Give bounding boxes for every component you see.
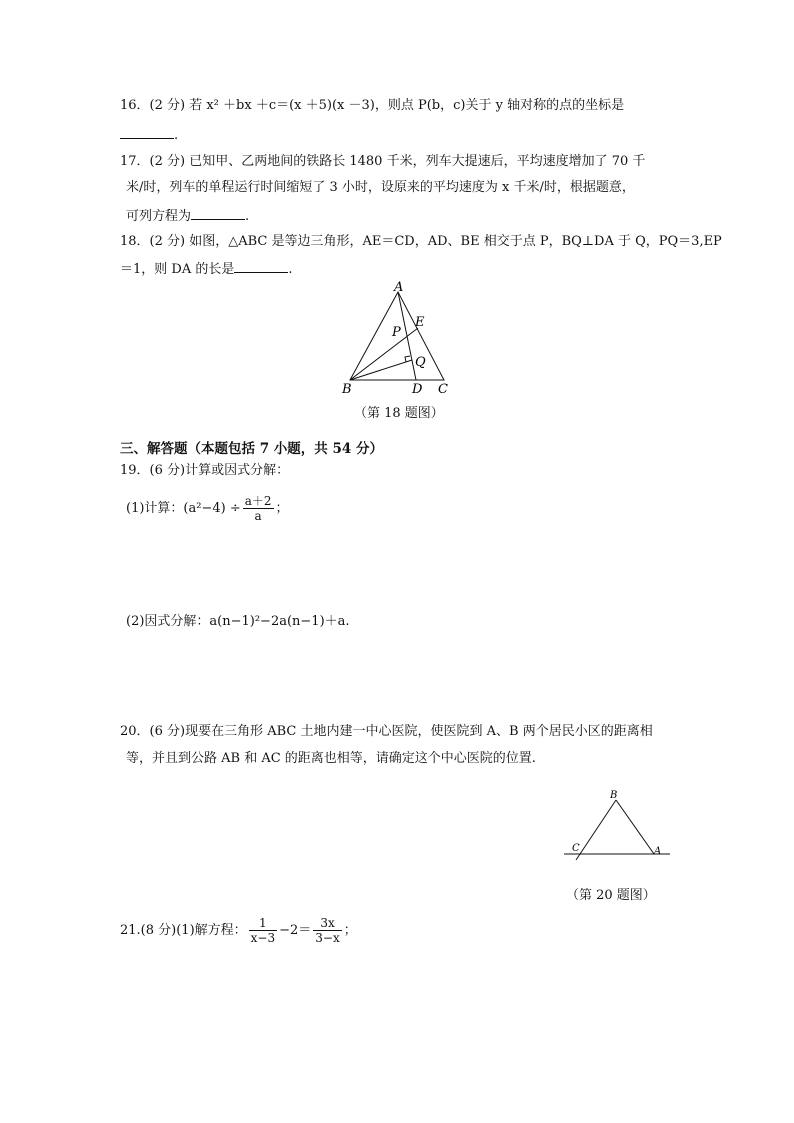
section-title: 三、解答题（本题包括 7 小题，共 54 分） — [120, 441, 383, 457]
fraction — [249, 916, 277, 945]
fraction-numerator: 3x — [320, 916, 335, 930]
label-p: P — [392, 325, 401, 340]
q18-triangle-figure — [330, 280, 470, 400]
q20-line2: 等，并且到公路 AB 和 AC 的距离也相等，请确定这个中心医院的位置. — [126, 751, 536, 766]
q20-triangle-figure — [562, 788, 672, 860]
q21-line — [120, 916, 357, 946]
q19-title: 19．(6 分)计算或因式分解： — [120, 463, 290, 478]
q17-period: . — [245, 209, 250, 224]
fraction — [313, 916, 341, 945]
label-d: D — [412, 382, 423, 397]
q18-line1: 18．(2 分) 如图，△ABC 是等边三角形，AE＝CD，AD、BE 相交于点 P，BQ⊥DA 于 Q，PQ＝3,EP — [120, 234, 722, 249]
q17-line3-text: 可列方程为 — [126, 209, 192, 224]
segment-be — [350, 328, 418, 380]
q19-part2: (2)因式分解：a(n−1)²−2a(n−1)＋a. — [126, 614, 350, 629]
label-a: A — [394, 280, 404, 295]
label-e: E — [415, 315, 425, 330]
label-c: C — [438, 382, 448, 397]
answer-blank — [234, 258, 288, 273]
fraction-denominator: a — [243, 508, 274, 523]
q19-part1-suffix: ； — [275, 501, 289, 516]
q16-line2 — [120, 124, 178, 146]
label-c: C — [572, 843, 580, 854]
q20-caption: （第 20 题图） — [566, 888, 656, 903]
segment-ba — [616, 800, 654, 854]
q18-caption: （第 18 题图） — [354, 406, 444, 421]
q18-line2 — [120, 258, 293, 280]
fraction — [243, 494, 274, 523]
q21-middle: −2＝ — [279, 923, 312, 938]
answer-blank — [120, 124, 174, 139]
q17-line1: 17．(2 分) 已知甲、乙两地间的铁路长 1480 千米，列车大提速后，平均速度增加了 70 千 — [120, 154, 646, 169]
q20-line1: 20．(6 分)现要在三角形 ABC 土地内建一中心医院，使医院到 A、B 两个居民小区的距离相 — [120, 724, 653, 739]
q19-part1-prefix: (1)计算：(a²−4) ÷ — [126, 501, 241, 516]
q17-line2: 米/时，列车的单程运行时间缩短了 3 小时，设原来的平均速度为 x 千米/时，根据题意， — [126, 180, 635, 195]
fraction-denominator: 3−x — [315, 931, 340, 945]
q16-line1: 16．(2 分) 若 x² ＋bx ＋c＝(x ＋5)(x －3)，则点 P(b，c)关于 y 轴对称的点的坐标是 — [120, 98, 625, 113]
q18-period: . — [288, 262, 293, 277]
answer-blank — [191, 205, 245, 220]
segment-cb — [576, 800, 616, 860]
q17-line3 — [126, 205, 249, 227]
label-b: B — [342, 382, 352, 397]
label-b: B — [610, 790, 618, 801]
fraction-numerator: a＋2 — [244, 494, 272, 508]
label-q: Q — [415, 355, 426, 370]
q18-line2-text: ＝1，则 DA 的长是 — [120, 262, 235, 277]
label-a: A — [654, 846, 662, 857]
q16-period: . — [174, 128, 179, 143]
fraction-denominator: x−3 — [250, 931, 276, 945]
q21-prefix: 21.(8 分)(1)解方程： — [120, 923, 247, 938]
q21-suffix: ； — [343, 923, 357, 938]
q19-part1 — [126, 494, 289, 523]
fraction-numerator: 1 — [259, 916, 267, 930]
